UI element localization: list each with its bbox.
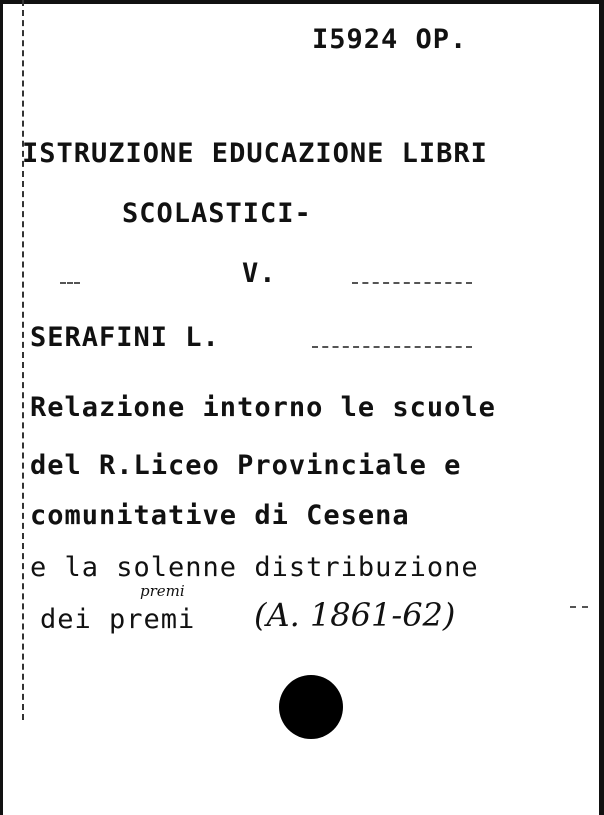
filing-hole xyxy=(279,675,343,739)
card-right-edge xyxy=(599,0,604,815)
card-top-edge xyxy=(0,0,604,4)
card-margin-line xyxy=(22,0,24,720)
subject-heading-line-1: ISTRUZIONE EDUCAZIONE LIBRI xyxy=(22,138,488,169)
call-number: I5924 OP. xyxy=(312,24,468,55)
title-line-5: dei premi xyxy=(40,604,196,635)
title-line-1: Relazione intorno le scuole xyxy=(30,392,496,423)
title-line-2: del R.Liceo Provinciale e xyxy=(30,450,462,481)
author-heading: SERAFINI L. xyxy=(30,322,220,353)
see-reference: V. xyxy=(242,258,277,289)
dash-rule xyxy=(60,282,80,284)
dash-rule xyxy=(570,606,588,608)
title-line-3: comunitative di Cesena xyxy=(30,500,410,531)
handwritten-date: (A. 1861-62) xyxy=(254,596,456,634)
card-left-edge xyxy=(0,0,3,815)
dash-rule xyxy=(352,282,472,284)
handwritten-correction: premi xyxy=(140,582,185,600)
subject-heading-line-2: SCOLASTICI- xyxy=(122,198,312,229)
dash-rule xyxy=(312,346,472,348)
title-line-4: e la solenne distribuzione xyxy=(30,552,479,583)
